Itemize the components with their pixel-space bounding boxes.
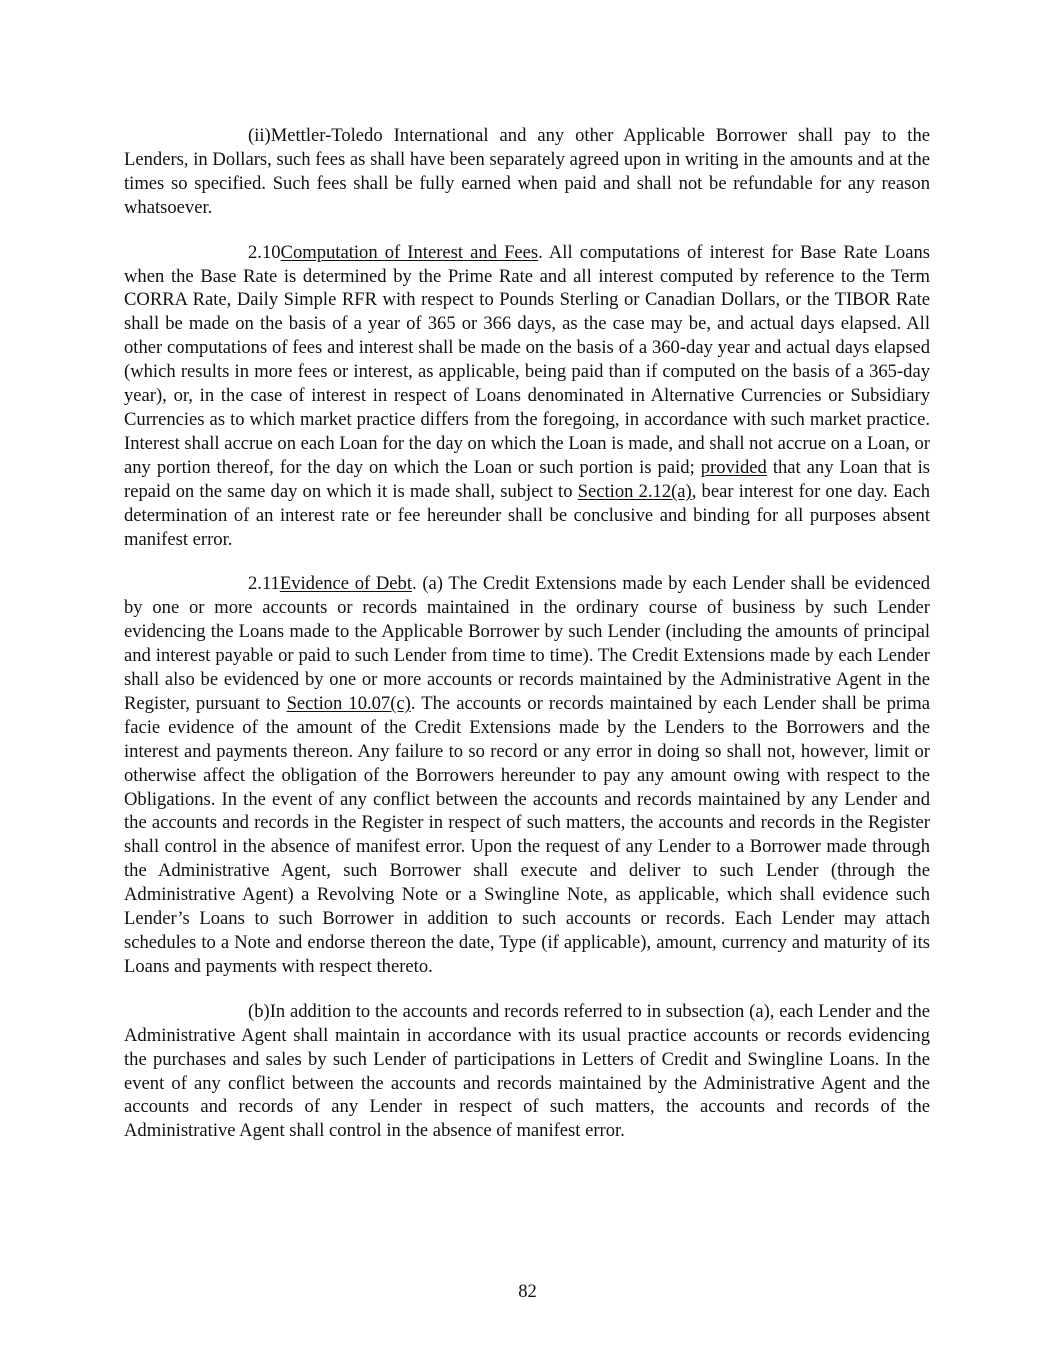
paragraph-label: (ii) <box>248 125 271 146</box>
section-reference: Section 2.12(a) <box>577 480 692 502</box>
section-number: 2.10 <box>248 241 281 263</box>
paragraph-text: Mettler-Toledo International and any other Applicable Borrower shall pay to the Lenders, in Dollars, such fees as shall have been separately agreed upon in writing in the amounts and at the times so specified. Such fees shall be fully earned when paid and shall not be refundable for any reason whatsoever. <box>124 125 930 218</box>
section-text: , bear interest for one day. Each determination of an interest rate or fee hereunder shall be conclusive and binding for all purposes absent manifest error. <box>124 480 930 550</box>
section-text: . (a) The Credit Extensions made by each Lender shall be evidenced by one or more accounts or records maintained in the ordinary course of business by such Lender evidencing the Loans made to the Applicable Borrower by such Lender (including the amounts of principal and interest payable or paid to such Lender from time to time). The Credit Extensions made by each Lender shall also be evidenced by one or more accounts or records maintained by the Administrative Agent in the Register, pursuant to <box>124 573 930 714</box>
section-number: 2.11 <box>248 573 280 595</box>
paragraph-ii <box>124 124 930 220</box>
section-2-11 <box>124 572 930 978</box>
paragraph-label: (b) <box>248 1000 270 1022</box>
paragraph-b <box>124 1000 930 1143</box>
section-heading: Computation of Interest and Fees <box>280 241 539 263</box>
section-text: . The accounts or records maintained by each Lender shall be prima facie evidence of the amount of the Credit Extensions made by the Lenders to the Borrowers and the interest and payments thereon. Any failure to so record or any error in doing so shall not, however, limit or otherwise affect the obligation of the Borrowers hereunder to pay any amount owing with respect to the Obligations. In the event of any conflict between the accounts and records maintained by any Lender and the accounts and records in the Register in respect of such matters, the accounts and records in the Register shall control in the absence of manifest error. Upon the request of any Lender to a Borrower made through the Administrative Agent, such Borrower shall execute and deliver to such Lender (through the Administrative Agent) a Revolving Note or a Swingline Note, as applicable, which shall evidence such Lender’s Loans to such Borrower in addition to such accounts or records. Each Lender may attach schedules to a Note and endorse thereon the date, Type (if applicable), amount, currency and maturity of its Loans and payments with respect thereto. <box>124 692 930 977</box>
document-page <box>124 124 930 1164</box>
section-heading: Evidence of Debt <box>279 573 413 595</box>
page-number: 82 <box>518 1281 537 1302</box>
section-text: that any Loan that is repaid on the same day on which it is made shall, subject to <box>124 456 930 502</box>
paragraph-text: In addition to the accounts and records referred to in subsection (a), each Lender and the Administrative Agent shall maintain in accordance with its usual practice accounts or records evidencing the purchases and sales by such Lender of participations in Letters of Credit and Swingline Loans. In the event of any conflict between the accounts and records maintained by the Administrative Agent and the accounts and records of any Lender in respect of such matters, the accounts and records of the Administrative Agent shall control in the absence of manifest error. <box>124 1000 930 1142</box>
section-2-10 <box>124 241 930 552</box>
provided-term: provided <box>700 456 767 478</box>
section-text: . All computations of interest for Base Rate Loans when the Base Rate is determined by the Prime Rate and all interest computed by reference to the Term CORRA Rate, Daily Simple RFR with respect to Pounds Sterling or Canadian Dollars, or the TIBOR Rate shall be made on the basis of a year of 365 or 366 days, as the case may be, and actual days elapsed. All other computations of fees and interest shall be made on the basis of a 360-day year and actual days elapsed (which results in more fees or interest, as applicable, being paid than if computed on the basis of a 365-day year), or, in the case of interest in respect of Loans denominated in Alternative Currencies or Subsidiary Currencies as to which market practice differs from the foregoing, in accordance with such market practice. Interest shall accrue on each Loan for the day on which the Loan is made, and shall not accrue on a Loan, or any portion thereof, for the day on which the Loan or such portion is paid; <box>124 241 930 478</box>
section-reference: Section 10.07(c) <box>286 692 411 714</box>
